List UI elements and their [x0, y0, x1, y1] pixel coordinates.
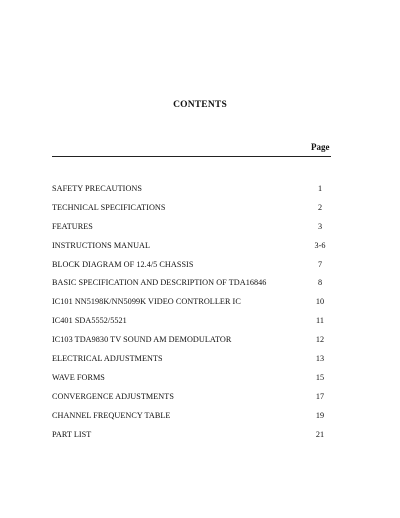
- toc-entry-page: 11: [316, 316, 324, 326]
- toc-entry-ic401: [52, 315, 342, 334]
- toc-entry-features: [52, 221, 342, 240]
- toc-entry-wave-forms: [52, 372, 342, 391]
- toc-entry-block-diagram: [52, 259, 342, 278]
- toc-entry-label: WAVE FORMS: [52, 372, 105, 382]
- toc-entry-electrical-adjustments: [52, 353, 342, 372]
- page-column-header: Page: [311, 142, 330, 152]
- table-of-contents: [52, 183, 342, 447]
- toc-entry-tda16846: [52, 277, 342, 296]
- toc-entry-label: ELECTRICAL ADJUSTMENTS: [52, 354, 163, 364]
- page-title: CONTENTS: [173, 100, 227, 110]
- toc-entry-page: 10: [315, 297, 325, 307]
- toc-entry-label: IC103 TDA9830 TV SOUND AM DEMODULATOR: [52, 335, 232, 345]
- toc-entry-page: 17: [315, 391, 325, 401]
- toc-entry-page: 15: [315, 372, 325, 382]
- toc-entry-page: 3-6: [314, 240, 326, 250]
- toc-entry-page: 2: [317, 202, 323, 212]
- toc-entry-channel-frequency-table: [52, 410, 342, 429]
- toc-entry-label: PART LIST: [52, 429, 92, 439]
- toc-entry-instructions-manual: [52, 240, 342, 259]
- toc-entry-page: 3: [317, 221, 323, 231]
- toc-entry-label: BLOCK DIAGRAM OF 12.4/5 CHASSIS: [52, 259, 194, 269]
- toc-entry-page: 7: [317, 259, 323, 269]
- toc-entry-label: IC401 SDA5552/5521: [52, 316, 127, 326]
- toc-entry-ic101: [52, 296, 342, 315]
- toc-entry-part-list: [52, 429, 342, 448]
- toc-entry-label: CONVERGENCE ADJUSTMENTS: [52, 391, 174, 401]
- toc-entry-page: 13: [315, 354, 325, 364]
- toc-entry-ic103: [52, 334, 342, 353]
- toc-entry-safety-precautions: [52, 183, 342, 202]
- toc-entry-page: 21: [315, 429, 325, 439]
- toc-entry-page: 8: [317, 278, 323, 288]
- toc-entry-page: 19: [315, 410, 325, 420]
- toc-entry-label: TECHNICAL SPECIFICATIONS: [52, 202, 166, 212]
- toc-entry-label: CHANNEL FREQUENCY TABLE: [52, 410, 171, 420]
- toc-entry-page: 12: [315, 335, 325, 345]
- toc-entry-label: SAFETY PRECAUTIONS: [52, 184, 142, 193]
- toc-entry-label: INSTRUCTIONS MANUAL: [52, 240, 151, 250]
- toc-entry-technical-specifications: [52, 202, 342, 221]
- toc-entry-label: IC101 NN5198K/NN5099K VIDEO CONTROLLER IC: [52, 297, 241, 307]
- toc-entry-label: FEATURES: [52, 221, 93, 231]
- toc-entry-page: 1: [317, 184, 323, 193]
- toc-entry-label: BASIC SPECIFICATION AND DESCRIPTION OF TDA16846: [52, 278, 267, 288]
- header-divider: [52, 156, 331, 157]
- toc-entry-convergence-adjustments: [52, 391, 342, 410]
